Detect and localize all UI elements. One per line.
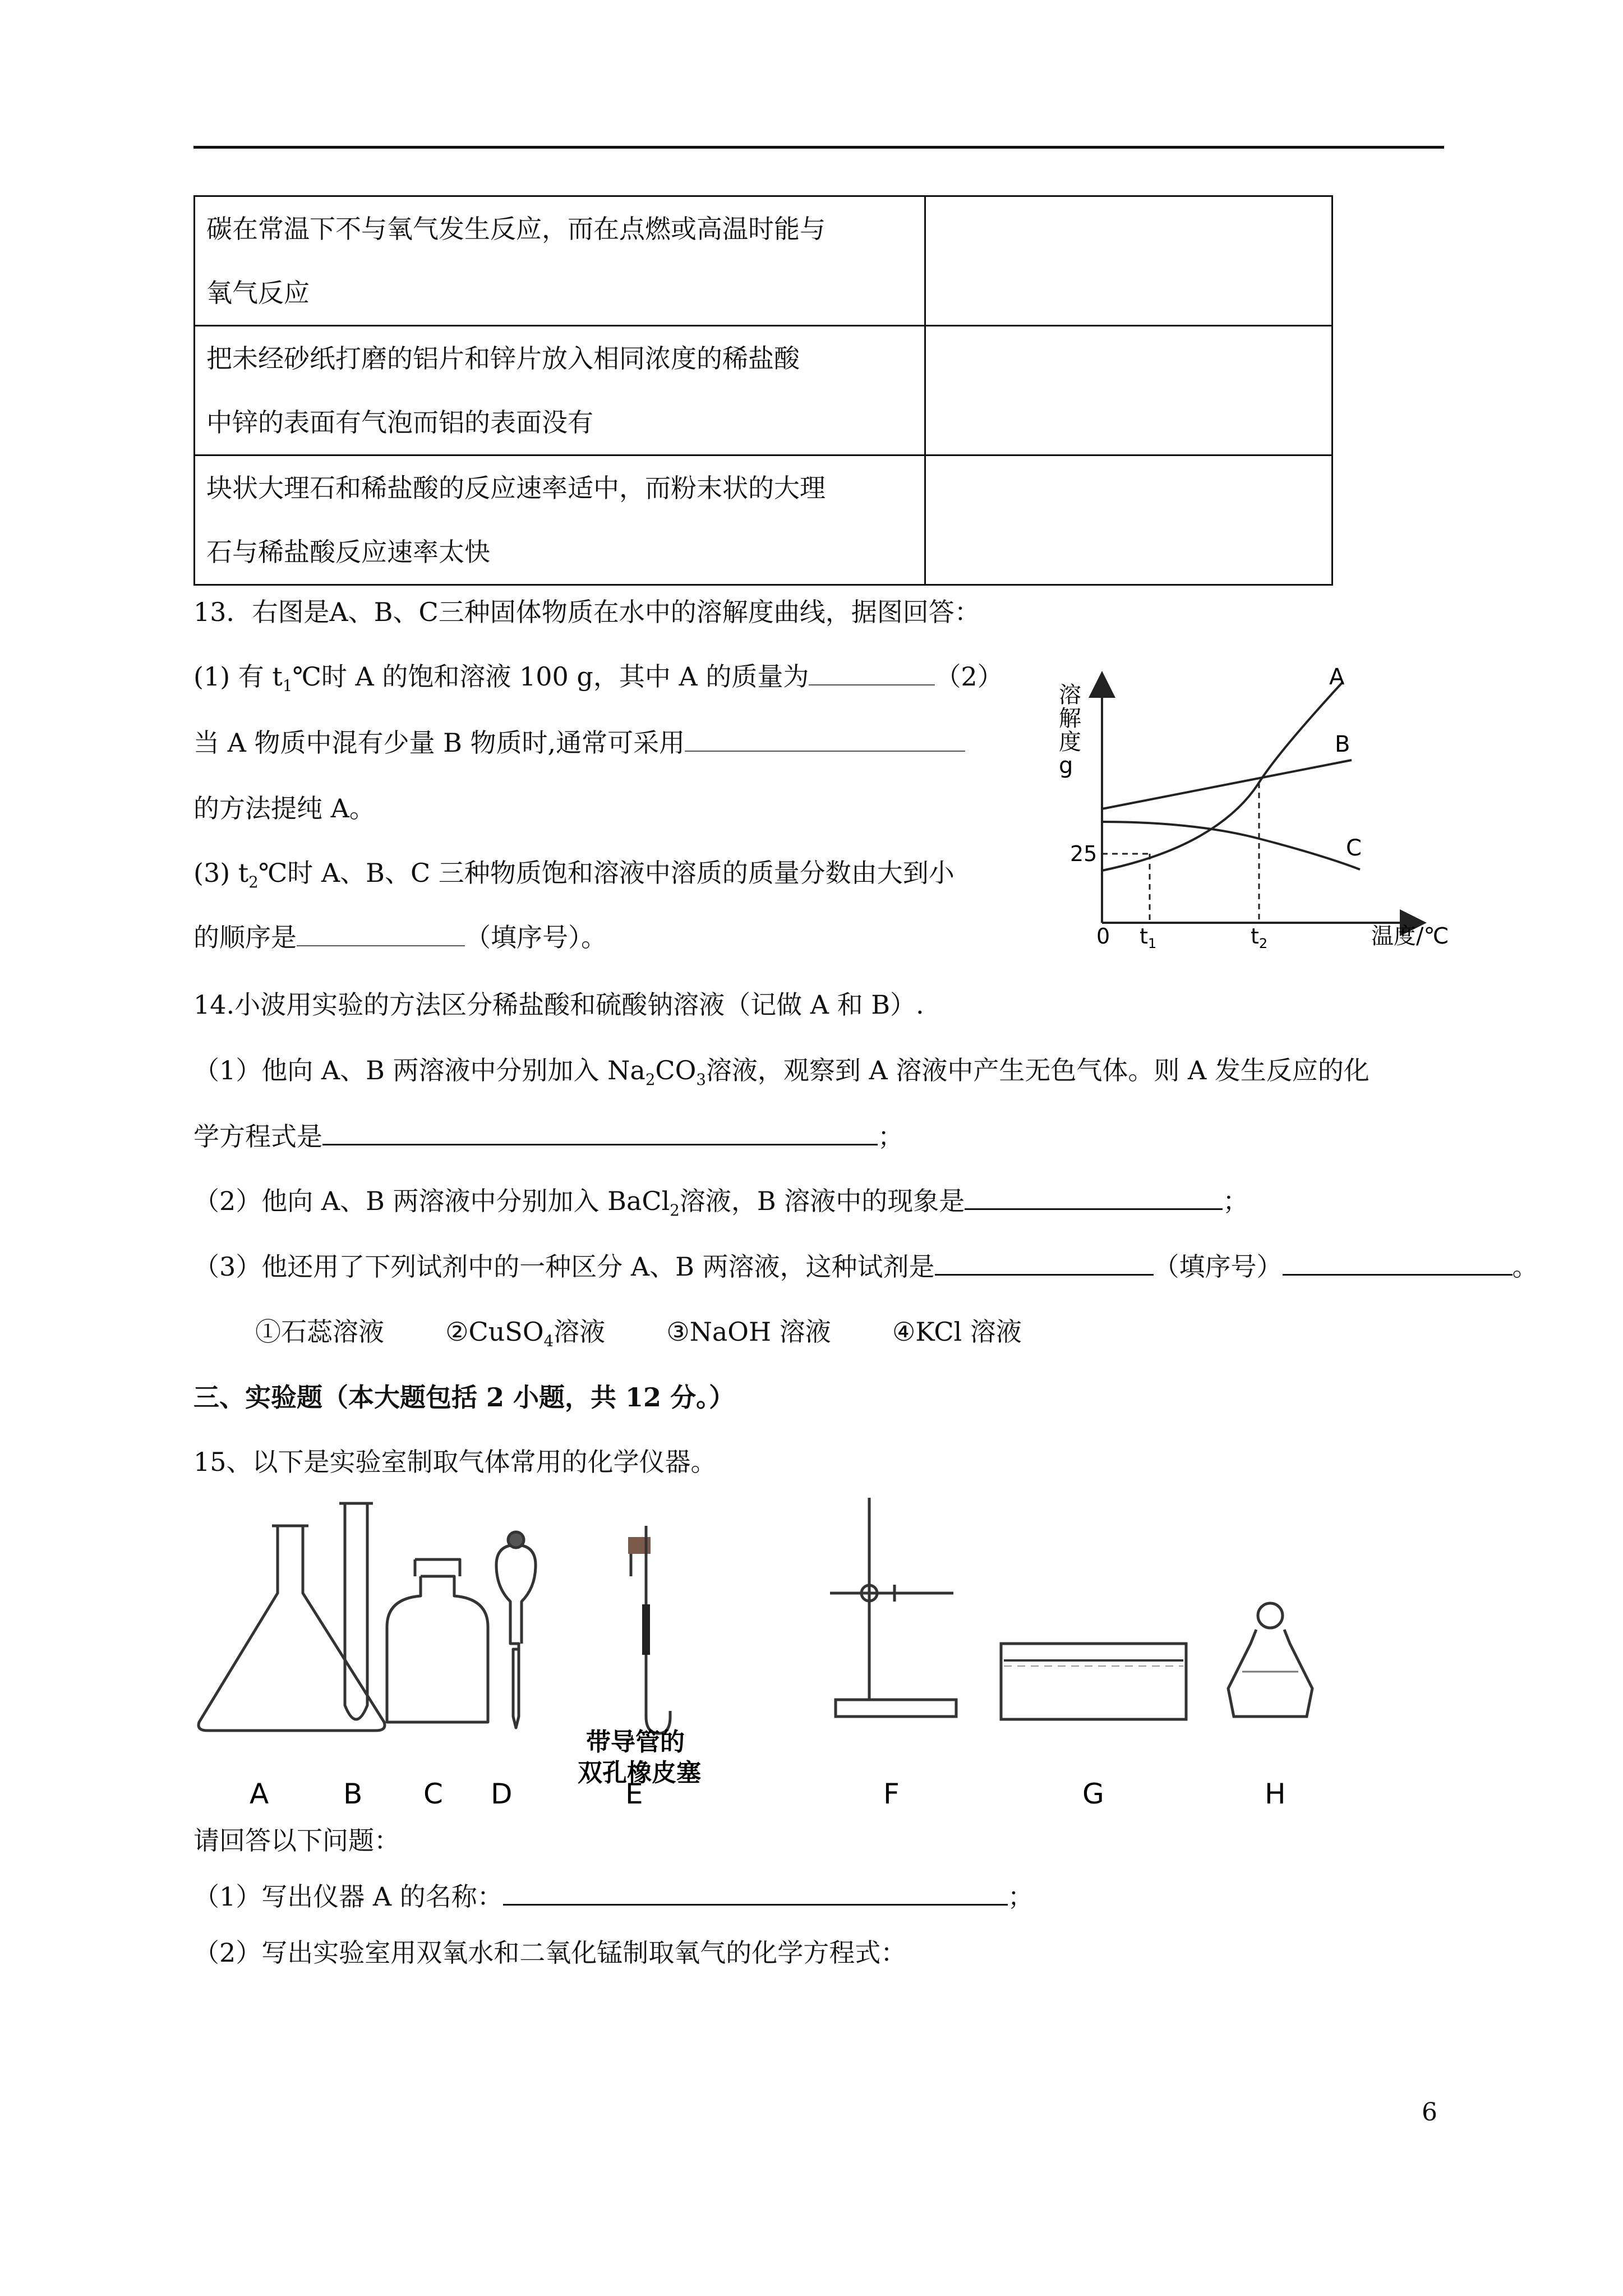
conical-flask — [199, 1526, 385, 1731]
answer-blank[interactable] — [297, 919, 465, 946]
table-cell-answer[interactable] — [925, 455, 1332, 585]
rubber-stopper — [628, 1526, 670, 1733]
q14-part2: （2）他向 A、B 两溶液中分别加入 BaCl$_2$溶液，B 溶液中的现象是 ； — [193, 1181, 1248, 1220]
gas-jar — [387, 1559, 488, 1722]
x-axis-label: 温度/℃ — [1371, 923, 1449, 949]
answer-blank[interactable] — [685, 725, 965, 752]
q13-part3: (3) $t_2℃$时 A、B、C 三种物质饱和溶液中溶质的质量分数由大到小 — [193, 858, 955, 892]
page-number: 6 — [1422, 2098, 1437, 2127]
answer-blank[interactable] — [935, 1248, 1154, 1276]
option-3: ③NaOH 溶液 — [666, 1317, 831, 1347]
option-4: ④KCl 溶液 — [892, 1317, 1022, 1347]
q15-intro: 15、以下是实验室制取气体常用的化学仪器。 — [193, 1447, 717, 1477]
answer-blank[interactable] — [1283, 1248, 1513, 1276]
y-axis-label: 溶解度 g — [1059, 682, 1081, 779]
series-label-c: C — [1346, 835, 1362, 861]
y-tick-25: 25 — [1070, 841, 1098, 866]
answer-table — [193, 195, 1333, 586]
iron-stand — [830, 1498, 956, 1717]
q13-part2-end: 的方法提纯 A。 — [193, 793, 375, 823]
answer-blank[interactable] — [965, 1182, 1223, 1210]
label-c: C — [423, 1778, 443, 1810]
separatory-funnel — [496, 1545, 536, 1728]
table-cell-answer[interactable] — [925, 326, 1332, 455]
x-tick-t2: $t_2$ — [1251, 924, 1268, 951]
label-b: B — [343, 1778, 363, 1810]
test-tube — [339, 1503, 373, 1719]
table-row — [195, 455, 1332, 585]
series-label-b: B — [1335, 731, 1350, 757]
q13-part3-end: 的顺序是 （填序号）。 — [193, 917, 607, 954]
q13-part2: 当 A 物质中混有少量 B 物质时,通常可采用 — [193, 723, 965, 760]
q14-intro: 14.小波用实验的方法区分稀盐酸和硫酸钠溶液（记做 A 和 B）. — [193, 990, 924, 1020]
series-label-a: A — [1329, 664, 1345, 690]
x-tick-t1: $t_1$ — [1140, 924, 1157, 951]
stopper-caption-line1: 带导管的 — [586, 1728, 685, 1756]
q14-part1-end: 学方程式是 ； — [193, 1116, 903, 1153]
stopper-caption-line2: 双孔橡皮塞 — [578, 1759, 701, 1787]
table-row — [195, 196, 1332, 326]
label-f: F — [883, 1778, 900, 1810]
q13-intro: 13．右图是A、B、C三种固体物质在水中的溶解度曲线，据图回答： — [193, 597, 980, 627]
water-trough — [1001, 1644, 1186, 1719]
label-h: H — [1265, 1778, 1286, 1810]
header-rule — [193, 146, 1444, 149]
curve-b — [1102, 760, 1352, 809]
option-2: ②CuSO$_4$溶液 — [445, 1317, 606, 1351]
label-a: A — [250, 1778, 269, 1810]
q13-part1: (1) 有 $t_1℃$时 A 的饱和溶液 100 g，其中 A 的质量为 （2） — [193, 656, 1003, 695]
apparatus-figure — [191, 1492, 1368, 1810]
curve-c — [1102, 822, 1360, 869]
q15-part2: （2）写出实验室用双氧水和二氧化锰制取氧气的化学方程式： — [193, 1938, 907, 1968]
label-d: D — [491, 1778, 513, 1810]
q15-prompt: 请回答以下问题： — [193, 1825, 400, 1856]
table-cell-answer[interactable] — [925, 196, 1332, 326]
q14-part3: （3）他还用了下列试剂中的一种区分 A、B 两溶液，这种试剂是 （填序号） 。 — [193, 1246, 1538, 1283]
origin-label: 0 — [1096, 924, 1110, 949]
label-g: G — [1082, 1778, 1104, 1810]
label-e: E — [625, 1778, 643, 1810]
answer-blank[interactable] — [503, 1878, 1008, 1906]
q15-part1: （1）写出仪器 A 的名称： ； — [193, 1876, 1034, 1913]
funnel-stopper — [508, 1532, 524, 1548]
option-1: ①石蕊溶液 — [255, 1317, 384, 1347]
table-cell-phenomenon: 把未经砂纸打磨的铝片和锌片放入相同浓度的稀盐酸 中锌的表面有气泡而铝的表面没有 — [195, 326, 925, 455]
q14-part1: （1）他向 A、B 两溶液中分别加入 $Na_2CO_3$溶液，观察到 A 溶液中产生无色气体。则 A 发生反应的化 — [193, 1055, 1370, 1089]
q14-options — [255, 1312, 1022, 1350]
table-row — [195, 326, 1332, 455]
table-cell-phenomenon: 碳在常温下不与氧气发生反应，而在点燃或高温时能与 氧气反应 — [195, 196, 925, 326]
answer-blank[interactable] — [322, 1118, 878, 1145]
section-3-title: 三、实验题（本大题包括 2 小题，共 12 分。） — [193, 1382, 735, 1412]
answer-blank[interactable] — [809, 659, 935, 685]
curve-a — [1102, 682, 1343, 871]
alcohol-lamp — [1228, 1603, 1312, 1717]
solubility-chart — [1054, 664, 1449, 951]
table-cell-phenomenon: 块状大理石和稀盐酸的反应速率适中，而粉末状的大理 石与稀盐酸反应速率太快 — [195, 455, 925, 585]
